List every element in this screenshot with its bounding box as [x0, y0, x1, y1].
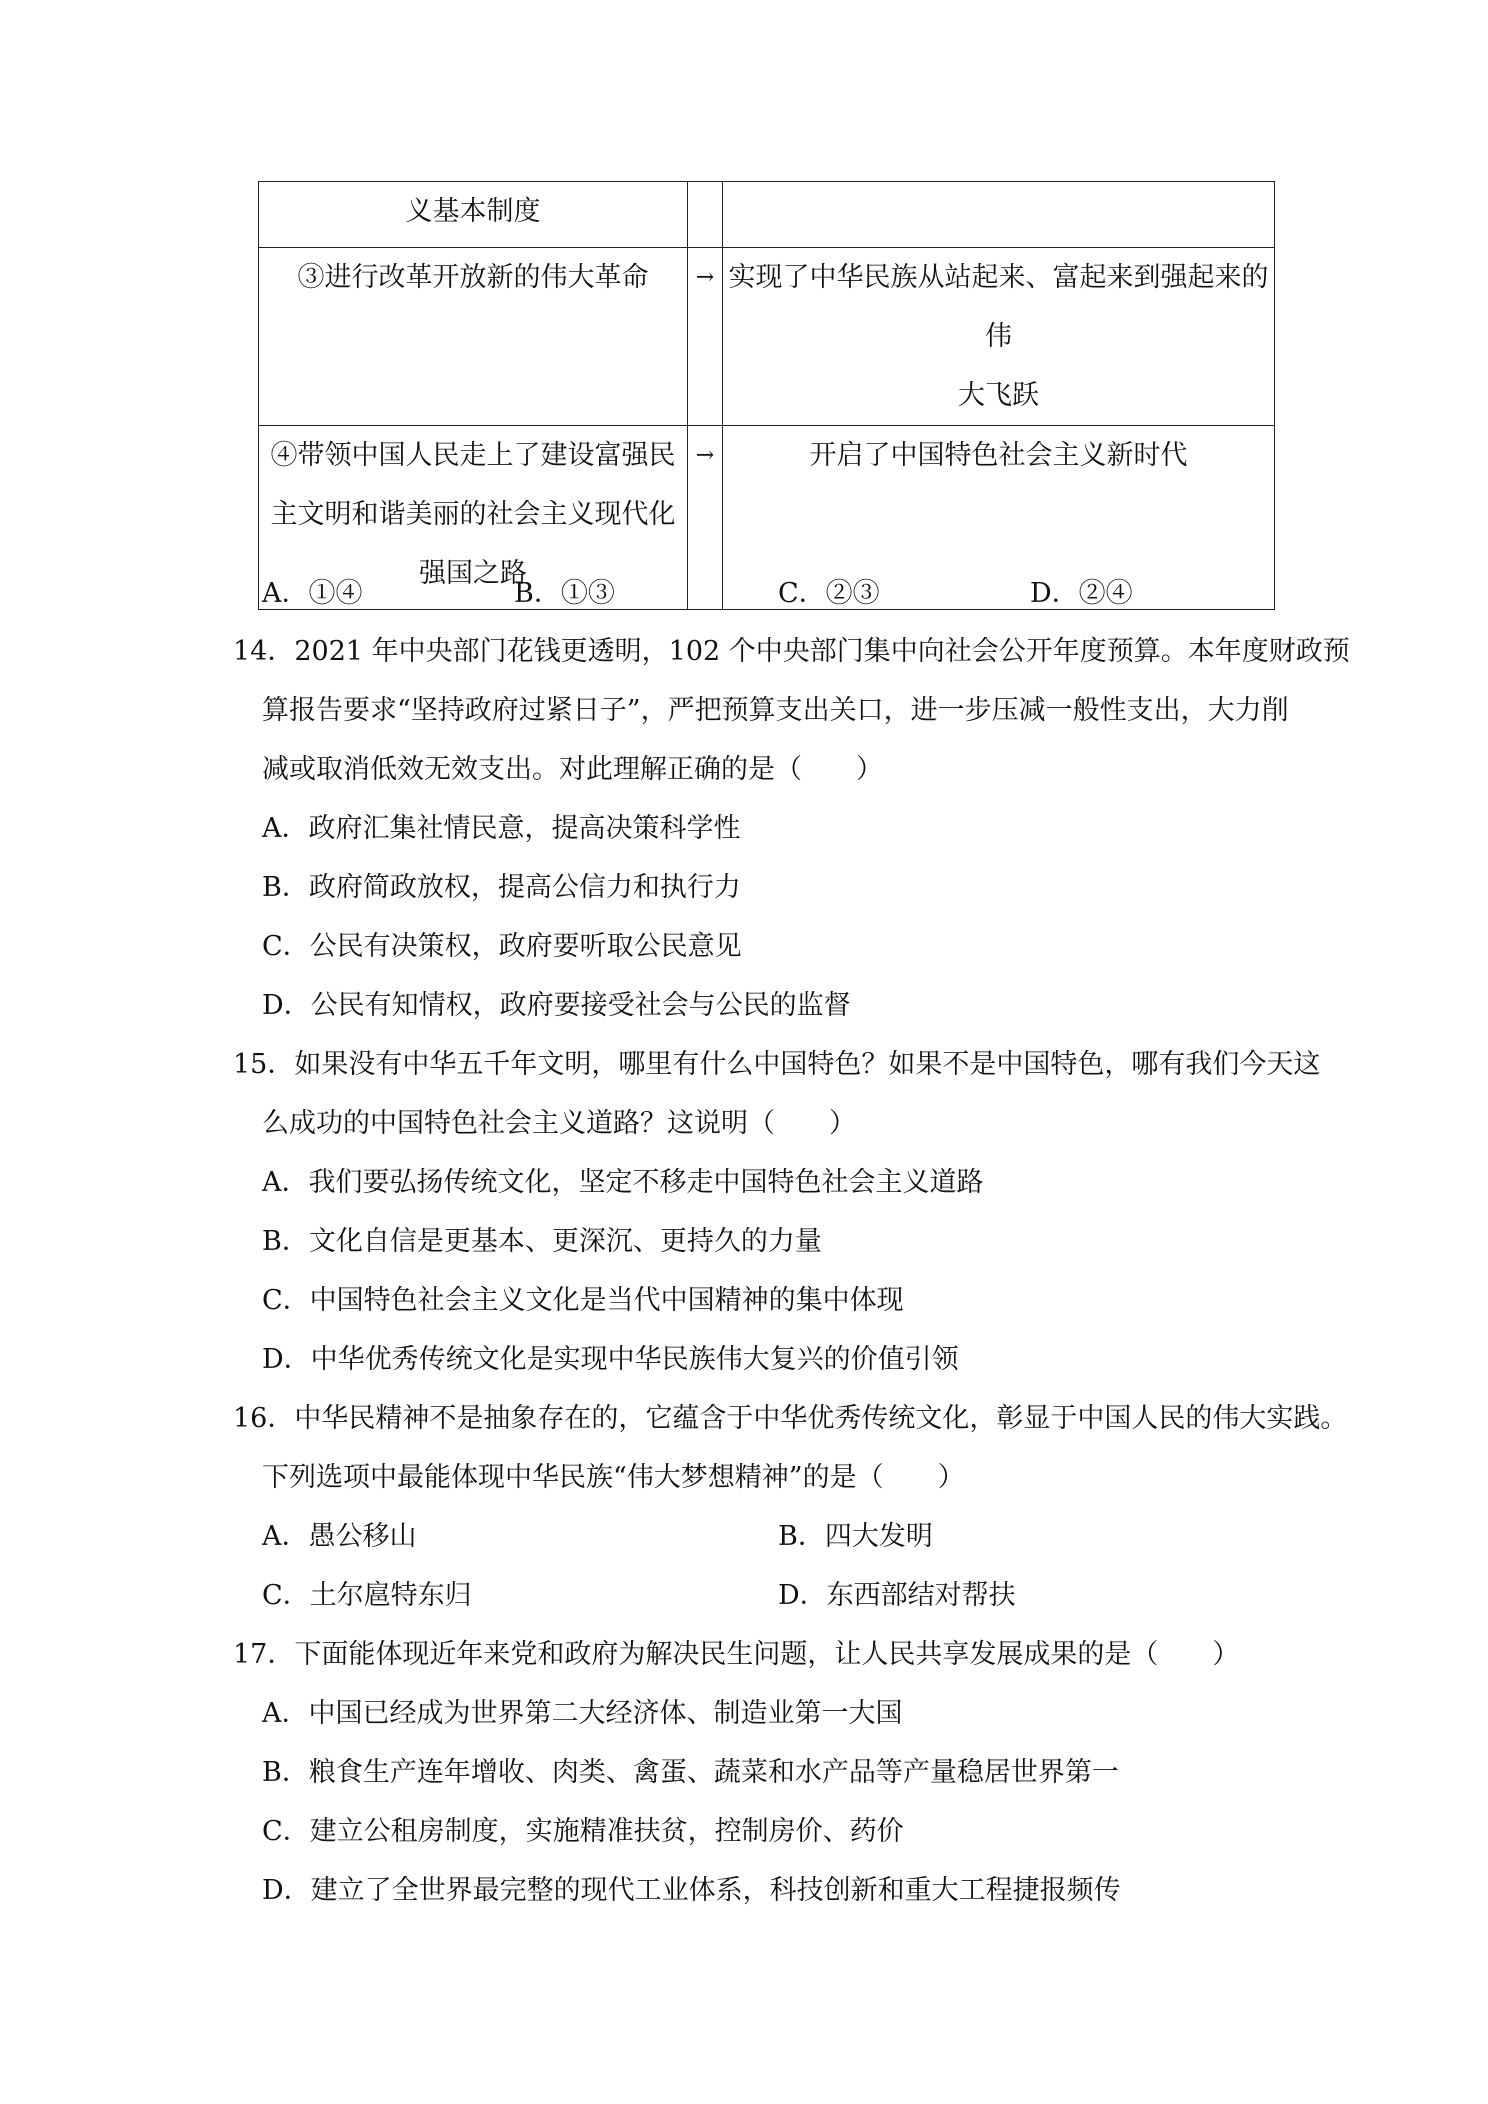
question-16-text: 16．中华民精神不是抽象存在的，它蕴含于中华优秀传统文化，彰显于中国人民的伟大实践。 — [233, 1403, 1348, 1434]
option-c[interactable]: C．公民有决策权，政府要听取公民意见 — [262, 931, 742, 962]
option-b[interactable]: B．政府简政放权，提高公信力和执行力 — [262, 872, 741, 903]
question-14-text: 14．2021 年中央部门花钱更透明，102 个中央部门集中向社会公开年度预算。本年度财政预 — [233, 636, 1350, 667]
table-cell-arrow — [688, 426, 723, 610]
table-cell-right — [723, 182, 1275, 248]
option-c[interactable]: C．建立公租房制度，实施精准扶贫，控制房价、药价 — [262, 1816, 904, 1847]
arrow-icon: → — [695, 265, 715, 290]
table-cell-text: 实现了中华民族从站起来、富起来到强起来的伟 — [728, 262, 1269, 352]
option-b[interactable]: B．文化自信是更基本、更深沉、更持久的力量 — [262, 1226, 822, 1257]
option-a[interactable]: A．政府汇集社情民意，提高决策科学性 — [262, 813, 741, 844]
table-cell-arrow — [688, 248, 723, 426]
question-15-text: 么成功的中国特色社会主义道路？这说明（ ） — [262, 1108, 856, 1139]
table-cell-left — [259, 248, 688, 426]
option-a[interactable]: A．①④ — [262, 578, 363, 609]
arrow-icon: → — [695, 443, 715, 468]
option-c[interactable]: C．土尔扈特东归 — [262, 1580, 472, 1611]
option-c[interactable]: C．②③ — [778, 578, 880, 609]
question-14-text: 减或取消低效无效支出。对此理解正确的是（ ） — [262, 754, 883, 785]
option-a[interactable]: A．我们要弘扬传统文化，坚定不移走中国特色社会主义道路 — [262, 1167, 984, 1198]
table-cell-text: ④带领中国人民走上了建设富强民 — [270, 440, 676, 471]
option-d[interactable]: D．建立了全世界最完整的现代工业体系，科技创新和重大工程捷报频传 — [262, 1875, 1121, 1906]
question-16-text: 下列选项中最能体现中华民族“伟大梦想精神”的是（ ） — [262, 1462, 965, 1493]
table-cell-text: ③进行改革开放新的伟大革命 — [297, 262, 649, 293]
option-b[interactable]: B．①③ — [514, 578, 615, 609]
table-cell-text: 义基本制度 — [405, 196, 541, 227]
option-a[interactable]: A．愚公移山 — [262, 1521, 417, 1552]
option-c[interactable]: C．中国特色社会主义文化是当代中国精神的集中体现 — [262, 1285, 904, 1316]
table-cell-arrow — [688, 182, 723, 248]
table-cell-left — [259, 182, 688, 248]
table-row — [259, 182, 1275, 248]
option-d[interactable]: D．中华优秀传统文化是实现中华民族伟大复兴的价值引领 — [262, 1344, 959, 1375]
table-cell-text: 强国之路 — [419, 558, 527, 589]
option-d[interactable]: D．②④ — [1030, 578, 1133, 609]
answer-matching-table — [258, 181, 1275, 610]
question-14-text: 算报告要求“坚持政府过紧日子”，严把预算支出关口，进一步压减一般性支出，大力削 — [262, 695, 1289, 726]
option-d[interactable]: D．东西部结对帮扶 — [778, 1580, 1016, 1611]
question-15-text: 15．如果没有中华五千年文明，哪里有什么中国特色？如果不是中国特色，哪有我们今天这 — [233, 1049, 1321, 1080]
table-cell-text: 主文明和谐美丽的社会主义现代化 — [270, 499, 676, 530]
option-d[interactable]: D．公民有知情权，政府要接受社会与公民的监督 — [262, 990, 851, 1021]
table-cell-text: 开启了中国特色社会主义新时代 — [809, 440, 1188, 471]
option-b[interactable]: B．粮食生产连年增收、肉类、禽蛋、蔬菜和水产品等产量稳居世界第一 — [262, 1757, 1119, 1788]
option-b[interactable]: B．四大发明 — [778, 1521, 933, 1552]
question-17-text: 17．下面能体现近年来党和政府为解决民生问题，让人民共享发展成果的是（ ） — [233, 1639, 1240, 1670]
table-cell-text: 大飞跃 — [958, 380, 1039, 411]
option-a[interactable]: A．中国已经成为世界第二大经济体、制造业第一大国 — [262, 1698, 903, 1729]
table-row — [259, 248, 1275, 426]
table-cell-right — [723, 248, 1275, 426]
